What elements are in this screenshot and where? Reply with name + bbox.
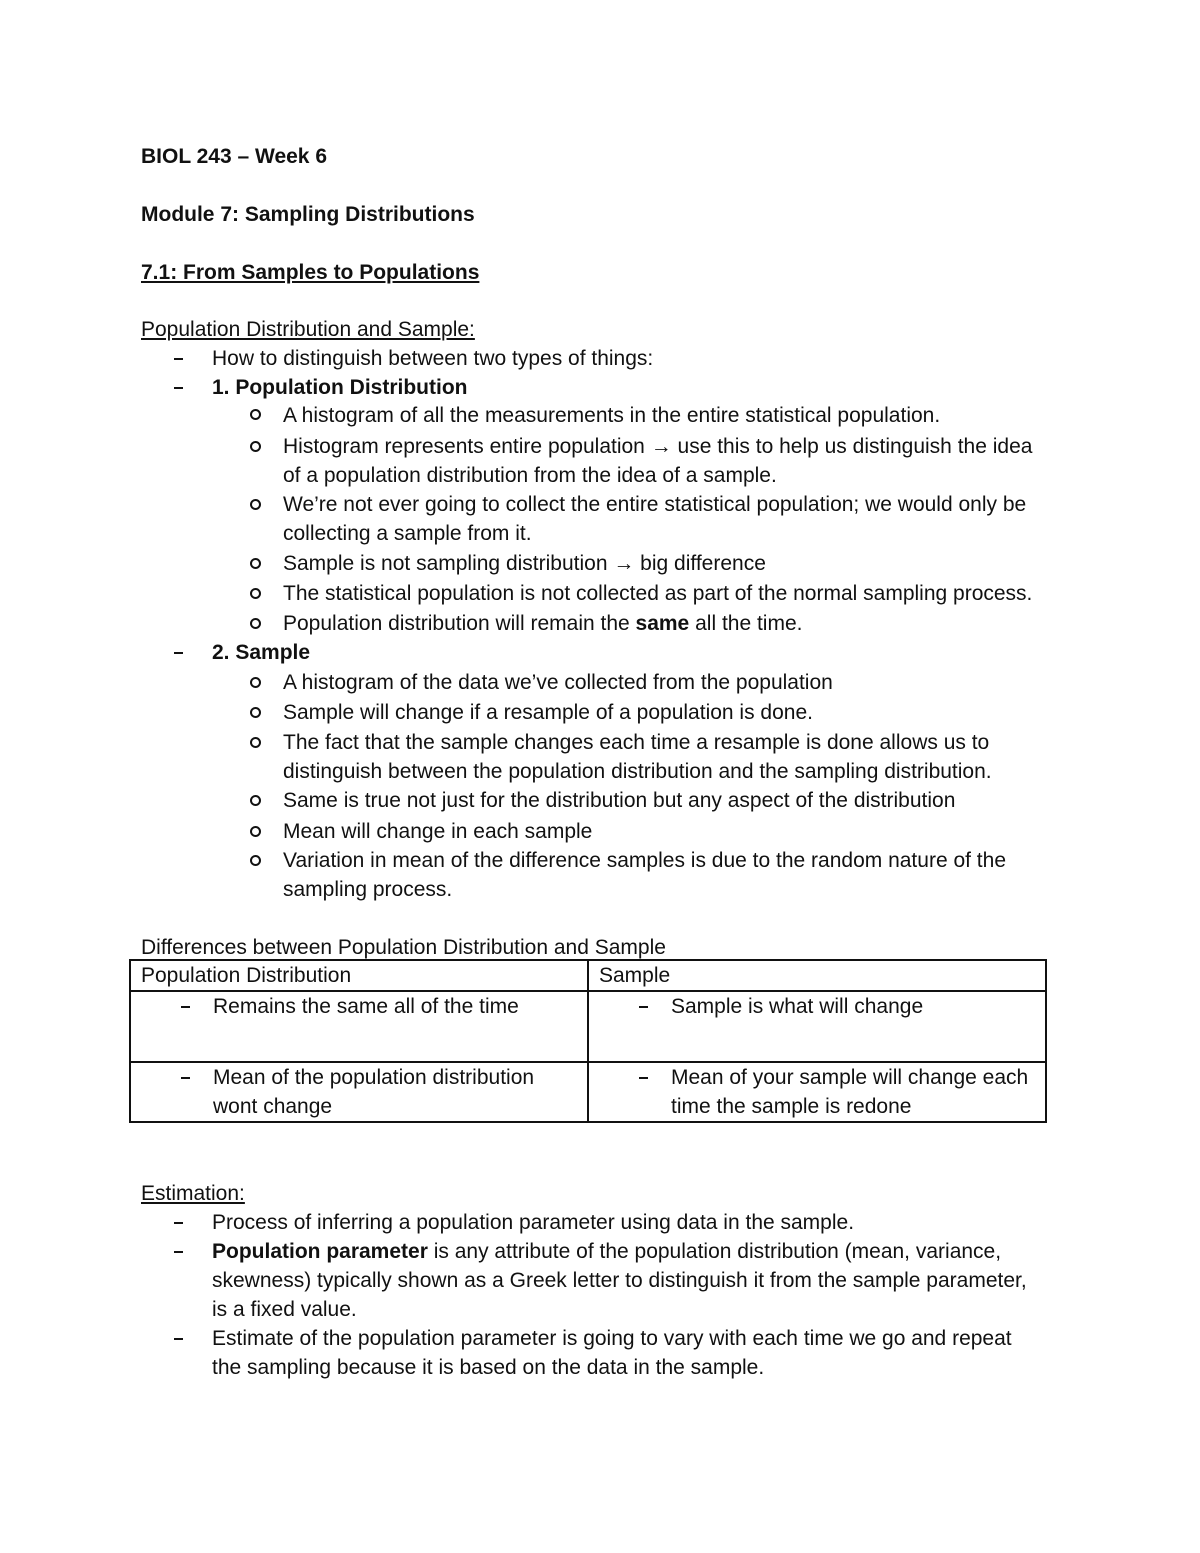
dash-bullet xyxy=(174,358,183,360)
list-item: We’re not ever going to collect the entire statistical population; we would only be xyxy=(283,493,1027,516)
dash-bullet xyxy=(174,652,183,654)
list-item-cont: distinguish between the population distribution and the sampling distribution. xyxy=(283,760,992,783)
list-item xyxy=(283,609,802,638)
comparison-table xyxy=(129,959,1047,1123)
list-item: Histogram represents entire population → use this to help us distinguish the idea xyxy=(283,435,1033,458)
dash-bullet xyxy=(639,1006,648,1008)
table-cell xyxy=(588,991,1046,1062)
circle-bullet xyxy=(250,795,261,806)
text-run: is any attribute of the population distribution (mean, variance, xyxy=(433,1240,1002,1263)
emphasis-term: Population parameter xyxy=(212,1240,428,1263)
list-item: Sample will change if a resample of a population is done. xyxy=(283,701,813,724)
dash-bullet xyxy=(181,1077,190,1079)
section-heading: 7.1: From Samples to Populations xyxy=(141,261,480,284)
list-item-cont: of a population distribution from the idea of a sample. xyxy=(283,464,777,487)
table-header-cell: Sample xyxy=(588,960,1046,991)
list-item-cont: sampling process. xyxy=(283,878,453,901)
list-item xyxy=(212,1237,1001,1266)
list-item: Process of inferring a population parameter using data in the sample. xyxy=(212,1211,855,1234)
list-item-cont: is a fixed value. xyxy=(212,1298,357,1321)
table-cell xyxy=(130,991,588,1062)
pop-dist-title: 1. Population Distribution xyxy=(212,376,468,399)
circle-bullet xyxy=(250,618,261,629)
cell-text: Sample is what will change xyxy=(671,995,924,1018)
text-run: all the time. xyxy=(695,612,803,635)
list-item-cont: the sampling because it is based on the data in the sample. xyxy=(212,1356,765,1379)
cell-text: Mean of the population distribution wont change xyxy=(213,1066,535,1118)
pop-sample-heading: Population Distribution and Sample: xyxy=(141,318,475,341)
circle-bullet xyxy=(250,558,261,569)
circle-bullet xyxy=(250,588,261,599)
list-item: The fact that the sample changes each time a resample is done allows us to xyxy=(283,731,990,754)
cell-text: Remains the same all of the time xyxy=(213,995,519,1018)
dash-bullet xyxy=(174,387,183,389)
text-run: Population distribution will remain the xyxy=(283,612,630,635)
sample-title: 2. Sample xyxy=(212,641,311,664)
table-header-row xyxy=(130,960,1046,991)
dash-bullet xyxy=(174,1338,183,1340)
course-title: BIOL 243 – Week 6 xyxy=(141,145,327,168)
circle-bullet xyxy=(250,441,261,452)
circle-bullet xyxy=(250,855,261,866)
circle-bullet xyxy=(250,737,261,748)
circle-bullet xyxy=(250,826,261,837)
intro-item: How to distinguish between two types of things: xyxy=(212,347,654,370)
list-item: Same is true not just for the distribution but any aspect of the distribution xyxy=(283,789,956,812)
list-item: The statistical population is not collected as part of the normal sampling process. xyxy=(283,582,1033,605)
emphasis-same: same xyxy=(635,612,690,635)
list-item: Sample is not sampling distribution → big difference xyxy=(283,552,766,575)
table-header-cell: Population Distribution xyxy=(130,960,588,991)
dash-bullet xyxy=(639,1077,648,1079)
table-caption: Differences between Population Distribution and Sample xyxy=(141,936,666,959)
list-item: A histogram of the data we’ve collected from the population xyxy=(283,671,833,694)
list-item: Mean will change in each sample xyxy=(283,820,593,843)
list-item-cont: skewness) typically shown as a Greek letter to distinguish it from the sample parameter, xyxy=(212,1269,1027,1292)
dash-bullet xyxy=(174,1222,183,1224)
list-item: Variation in mean of the difference samples is due to the random nature of the xyxy=(283,849,1006,872)
list-item: Estimate of the population parameter is going to vary with each time we go and repeat xyxy=(212,1327,1012,1350)
estimation-heading: Estimation: xyxy=(141,1182,245,1205)
table-cell xyxy=(130,1062,588,1122)
circle-bullet xyxy=(250,409,261,420)
table-row xyxy=(130,991,1046,1062)
circle-bullet xyxy=(250,677,261,688)
list-item-cont: collecting a sample from it. xyxy=(283,522,532,545)
dash-bullet xyxy=(181,1006,190,1008)
circle-bullet xyxy=(250,707,261,718)
table-row xyxy=(130,1062,1046,1122)
circle-bullet xyxy=(250,499,261,510)
cell-text: Mean of your sample will change each time the sample is redone xyxy=(671,1066,1029,1118)
module-title: Module 7: Sampling Distributions xyxy=(141,203,475,226)
table-cell xyxy=(588,1062,1046,1122)
list-item: A histogram of all the measurements in the entire statistical population. xyxy=(283,404,941,427)
dash-bullet xyxy=(174,1251,183,1253)
